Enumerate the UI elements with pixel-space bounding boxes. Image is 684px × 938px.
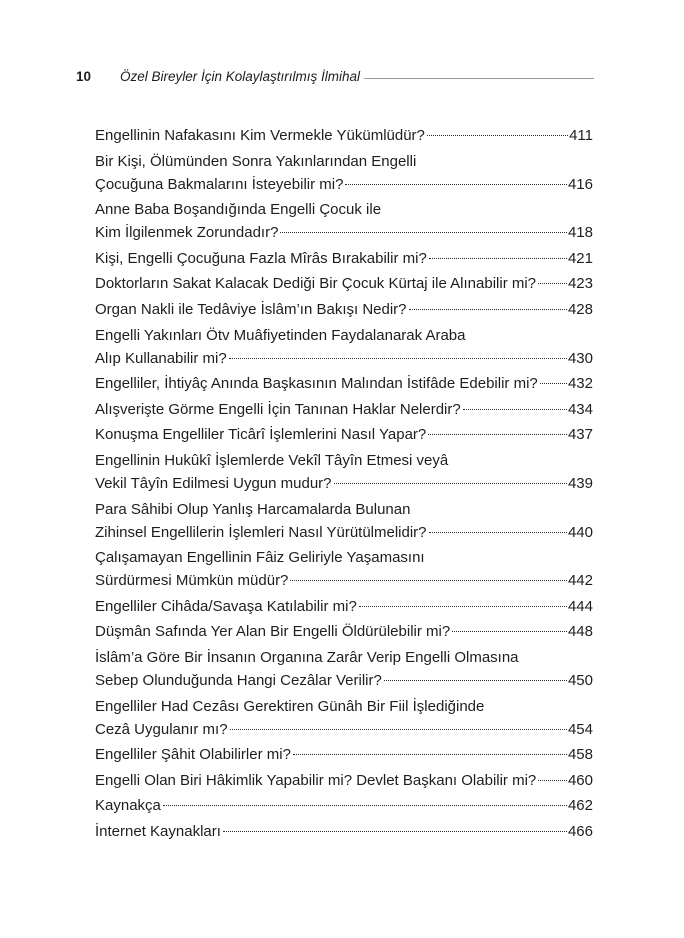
running-header bbox=[76, 69, 594, 84]
toc-page-number: 437 bbox=[567, 426, 593, 444]
toc-entry-title-line: Organ Nakli ile Tedâviye İslâm’ın Bakışı Nedir? bbox=[95, 300, 407, 318]
toc-entry-title-line: Engelliler Had Cezâsı Gerektiren Günâh Bir Fiil İşlediğinde bbox=[95, 697, 485, 715]
toc-page-number: 442 bbox=[567, 572, 593, 590]
toc-page-number: 423 bbox=[567, 275, 593, 293]
dot-leader bbox=[409, 309, 567, 310]
toc-entry-row bbox=[95, 769, 593, 792]
dot-leader bbox=[334, 483, 567, 484]
dot-leader bbox=[290, 580, 567, 581]
toc-page-number: 462 bbox=[567, 797, 593, 815]
toc-entry-row bbox=[95, 820, 593, 843]
toc-entry-title-line: Anne Baba Boşandığında Engelli Çocuk ile bbox=[95, 201, 382, 219]
toc-entry[interactable] bbox=[95, 247, 593, 270]
toc-entry-row bbox=[95, 298, 593, 321]
toc-entry[interactable] bbox=[95, 324, 593, 370]
toc-entry-title-line: Engelli Yakınları Ötv Muâfiyetinden Faydalanarak Araba bbox=[95, 326, 466, 344]
toc-entry-row bbox=[95, 794, 593, 817]
toc-entry-title-line: Engelliler Cihâda/Savaşa Katılabilir mi? bbox=[95, 597, 357, 615]
toc-entry[interactable] bbox=[95, 546, 593, 592]
toc-entry-row bbox=[95, 743, 593, 766]
toc-entry-row bbox=[95, 124, 593, 147]
running-title: Özel Bireyler İçin Kolaylaştırılmış İlmihal bbox=[120, 69, 361, 84]
dot-leader bbox=[384, 680, 567, 681]
toc-entry[interactable] bbox=[95, 298, 593, 321]
toc-entry-row bbox=[95, 718, 593, 741]
dot-leader bbox=[230, 729, 567, 730]
toc-entry[interactable] bbox=[95, 695, 593, 741]
toc-entry-title-line: Engelliler, İhtiyâç Anında Başkasının Malından İstifâde Edebilir mi? bbox=[95, 375, 538, 393]
toc-entry-title-line: Para Sâhibi Olup Yanlış Harcamalarda Bulunan bbox=[95, 500, 411, 518]
toc-entry-title-line: Engellinin Nafakasını Kim Vermekle Yükümlüdür? bbox=[95, 127, 425, 144]
toc-page-number: 458 bbox=[567, 746, 593, 764]
toc-entry-title-line: Engelliler Şâhit Olabilirler mi? bbox=[95, 746, 291, 764]
toc-page-number: 454 bbox=[567, 720, 593, 738]
toc-entry-row bbox=[95, 669, 593, 692]
dot-leader bbox=[429, 532, 567, 533]
dot-leader bbox=[280, 232, 567, 233]
toc-page-number: 448 bbox=[567, 623, 593, 641]
toc-entry-row bbox=[95, 272, 593, 295]
toc-page-number: 418 bbox=[567, 224, 593, 242]
dot-leader bbox=[428, 434, 567, 435]
dot-leader bbox=[452, 631, 567, 632]
toc-page-number: 440 bbox=[567, 523, 593, 541]
toc-entry[interactable] bbox=[95, 769, 593, 792]
toc-entry[interactable] bbox=[95, 595, 593, 618]
dot-leader bbox=[538, 283, 567, 284]
toc-entry-row bbox=[95, 472, 593, 495]
toc-entry[interactable] bbox=[95, 398, 593, 421]
toc-entry-title-line: Bir Kişi, Ölümünden Sonra Yakınlarından Engelli bbox=[95, 152, 417, 170]
dot-leader bbox=[427, 135, 568, 136]
toc-entry-title-line: Konuşma Engelliler Ticârî İşlemlerini Nasıl Yapar? bbox=[95, 426, 427, 444]
toc-page-number: 430 bbox=[567, 349, 593, 367]
toc-entry[interactable] bbox=[95, 498, 593, 544]
toc-entry[interactable] bbox=[95, 372, 593, 395]
dot-leader bbox=[293, 754, 567, 755]
dot-leader bbox=[223, 831, 567, 832]
toc-entry-title-line: Sebep Olunduğunda Hangi Cezâlar Verilir? bbox=[95, 671, 382, 689]
toc-page-number: 416 bbox=[567, 175, 593, 193]
toc-entry-title-line: Alıp Kullanabilir mi? bbox=[95, 349, 227, 367]
dot-leader bbox=[345, 184, 567, 185]
table-of-contents bbox=[95, 124, 593, 845]
toc-entry-row bbox=[95, 372, 593, 395]
toc-entry-row bbox=[95, 620, 593, 643]
toc-page-number: 421 bbox=[567, 249, 593, 267]
toc-entry-row bbox=[95, 521, 593, 544]
toc-entry-title-line: Kaynakça bbox=[95, 797, 161, 815]
dot-leader bbox=[540, 383, 567, 384]
toc-page-number: 450 bbox=[567, 671, 593, 689]
toc-entry-title-line: Kişi, Engelli Çocuğuna Fazla Mîrâs Bırakabilir mi? bbox=[95, 249, 427, 267]
page-number: 10 bbox=[76, 69, 92, 84]
toc-entry[interactable] bbox=[95, 620, 593, 643]
dot-leader bbox=[229, 358, 567, 359]
toc-entry-title-line: İnternet Kaynakları bbox=[95, 822, 221, 840]
header-rule bbox=[364, 78, 594, 79]
toc-entry-row bbox=[95, 173, 593, 196]
toc-entry[interactable] bbox=[95, 423, 593, 446]
toc-entry[interactable] bbox=[95, 794, 593, 817]
toc-page-number: 411 bbox=[569, 127, 593, 144]
toc-entry-title-line: Alışverişte Görme Engelli İçin Tanınan Haklar Nelerdir? bbox=[95, 400, 461, 418]
toc-entry-title-line: Vekil Tâyîn Edilmesi Uygun mudur? bbox=[95, 474, 332, 492]
dot-leader bbox=[359, 606, 567, 607]
toc-entry-row bbox=[95, 221, 593, 244]
toc-entry[interactable] bbox=[95, 820, 593, 843]
toc-entry-title-line: Zihinsel Engellilerin İşlemleri Nasıl Yürütülmelidir? bbox=[95, 523, 427, 541]
toc-entry[interactable] bbox=[95, 272, 593, 295]
toc-entry[interactable] bbox=[95, 646, 593, 692]
toc-page-number: 444 bbox=[567, 597, 593, 615]
toc-entry-row bbox=[95, 595, 593, 618]
toc-entry[interactable] bbox=[95, 150, 593, 196]
toc-page-number: 432 bbox=[567, 375, 593, 393]
toc-entry-title-line: Sürdürmesi Mümkün müdür? bbox=[95, 572, 289, 590]
toc-entry-title-line: Çocuğuna Bakmalarını İsteyebilir mi? bbox=[95, 175, 344, 193]
toc-entry[interactable] bbox=[95, 124, 593, 147]
dot-leader bbox=[538, 780, 567, 781]
toc-entry-row bbox=[95, 347, 593, 370]
toc-entry-title-line: Doktorların Sakat Kalacak Dediği Bir Çocuk Kürtaj ile Alınabilir mi? bbox=[95, 275, 537, 293]
toc-entry-row bbox=[95, 398, 593, 421]
toc-entry-title-line: Engellinin Hukûkî İşlemlerde Vekîl Tâyîn Etmesi veyâ bbox=[95, 451, 449, 469]
toc-entry-row bbox=[95, 247, 593, 270]
toc-entry-title-line: Engelli Olan Biri Hâkimlik Yapabilir mi? Devlet Başkanı Olabilir mi? bbox=[95, 771, 537, 789]
dot-leader bbox=[163, 805, 567, 806]
toc-entry[interactable] bbox=[95, 198, 593, 244]
dot-leader bbox=[429, 258, 567, 259]
dot-leader bbox=[463, 409, 567, 410]
toc-entry-title-line: Çalışamayan Engellinin Fâiz Geliriyle Yaşamasını bbox=[95, 549, 425, 567]
toc-page-number: 434 bbox=[567, 400, 593, 418]
toc-entry-title-line: Düşmân Safında Yer Alan Bir Engelli Öldürülebilir mi? bbox=[95, 623, 451, 641]
toc-entry[interactable] bbox=[95, 449, 593, 495]
toc-page-number: 466 bbox=[567, 822, 593, 840]
toc-entry-row bbox=[95, 569, 593, 592]
toc-entry-row bbox=[95, 423, 593, 446]
toc-page-number: 428 bbox=[567, 300, 593, 318]
toc-entry-title-line: Cezâ Uygulanır mı? bbox=[95, 720, 228, 738]
toc-entry[interactable] bbox=[95, 743, 593, 766]
toc-entry-title-line: Kim İlgilenmek Zorundadır? bbox=[95, 224, 279, 242]
toc-page-number: 460 bbox=[567, 771, 593, 789]
toc-entry-title-line: İslâm’a Göre Bir İnsanın Organına Zarâr Verip Engelli Olmasına bbox=[95, 648, 519, 666]
toc-page-number: 439 bbox=[567, 474, 593, 492]
